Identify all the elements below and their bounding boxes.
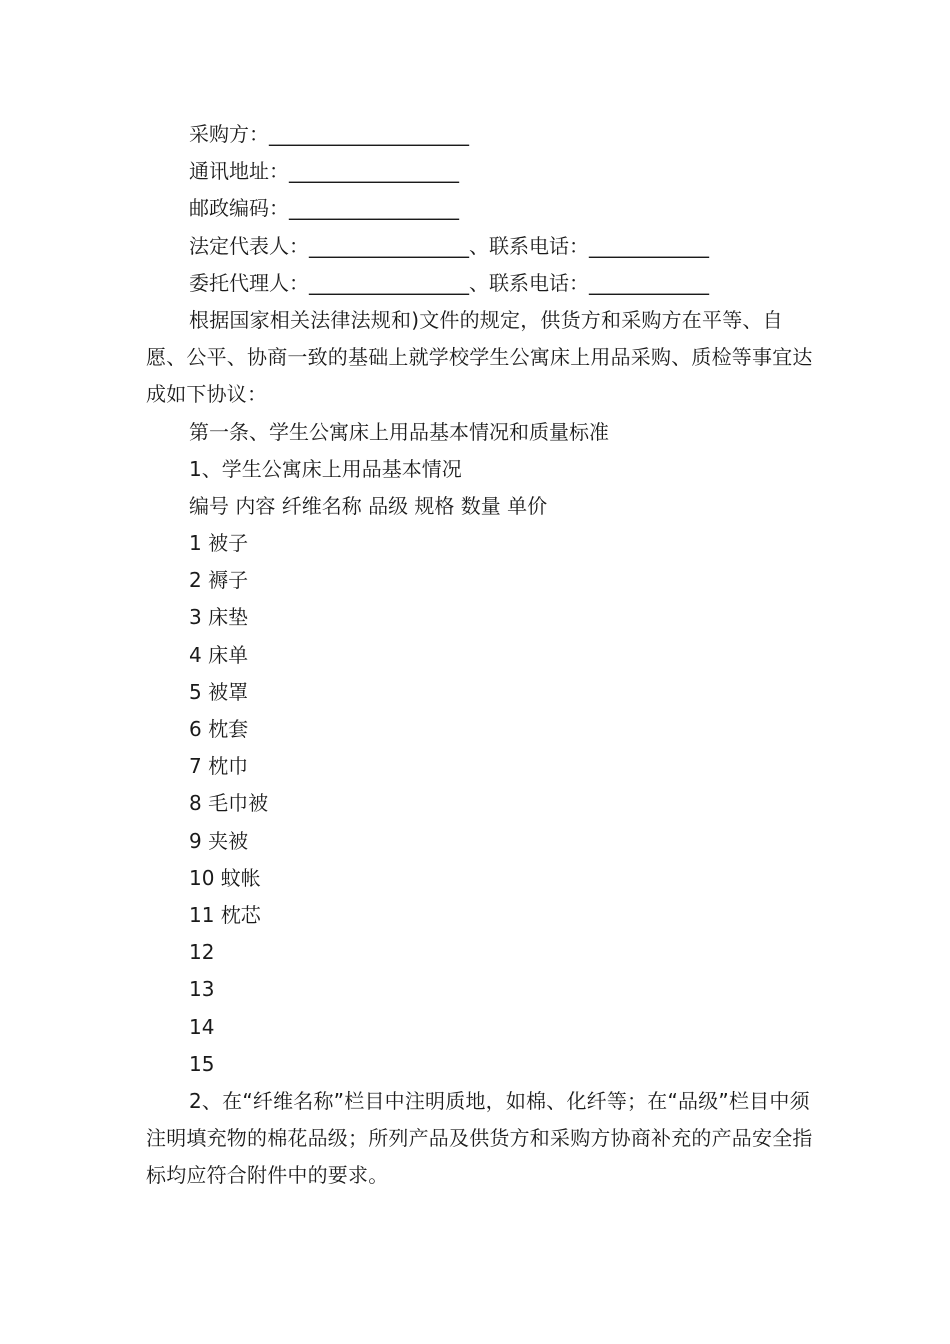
table-row: 9 夹被 xyxy=(189,828,249,853)
document-body xyxy=(146,116,816,1195)
table-row: 1 被子 xyxy=(189,531,249,556)
table-row: 15 xyxy=(189,1051,215,1076)
table-row: 11 枕芯 xyxy=(189,902,261,927)
table-row: 2 褥子 xyxy=(189,568,249,593)
table-row: 13 xyxy=(189,977,215,1002)
table-row: 7 枕巾 xyxy=(189,754,249,779)
article-title: 第一条、学生公寓床上用品基本情况和质量标准 xyxy=(189,419,609,444)
table-row: 5 被罩 xyxy=(189,679,249,704)
table-row: 10 蚊帐 xyxy=(189,865,261,890)
section-title: 1、学生公寓床上用品基本情况 xyxy=(189,456,462,481)
intro-paragraph: 根据国家相关法律法规和)文件的规定，供货方和采购方在平等、自愿、公平、协商一致的基础上就学校学生公寓床上用品采购、质检等事宜达成如下协议： xyxy=(146,307,813,407)
table-row: 14 xyxy=(189,1014,215,1039)
table-row: 3 床垫 xyxy=(189,605,249,630)
table-row: 6 枕套 xyxy=(189,717,249,742)
closing-paragraph: 2、在“纤维名称”栏目中注明质地，如棉、化纤等；在“品级”栏目中须注明填充物的棉花品级；所列产品及供货方和采购方协商补充的产品安全指标均应符合附件中的要求。 xyxy=(146,1088,813,1188)
address-field: 通讯地址：_________________ xyxy=(189,159,459,184)
table-header: 编号 内容 纤维名称 品级 规格 数量 单价 xyxy=(189,493,548,518)
agent-field: 委托代理人：________________、联系电话：____________ xyxy=(189,270,709,295)
purchaser-field: 采购方：____________________ xyxy=(189,122,469,146)
table-row: 4 床单 xyxy=(189,642,249,667)
legal-rep-field: 法定代表人：________________、联系电话：____________ xyxy=(189,233,709,258)
table-row: 8 毛巾被 xyxy=(189,791,269,816)
postcode-field: 邮政编码：_________________ xyxy=(189,196,459,221)
table-row: 12 xyxy=(189,940,215,965)
